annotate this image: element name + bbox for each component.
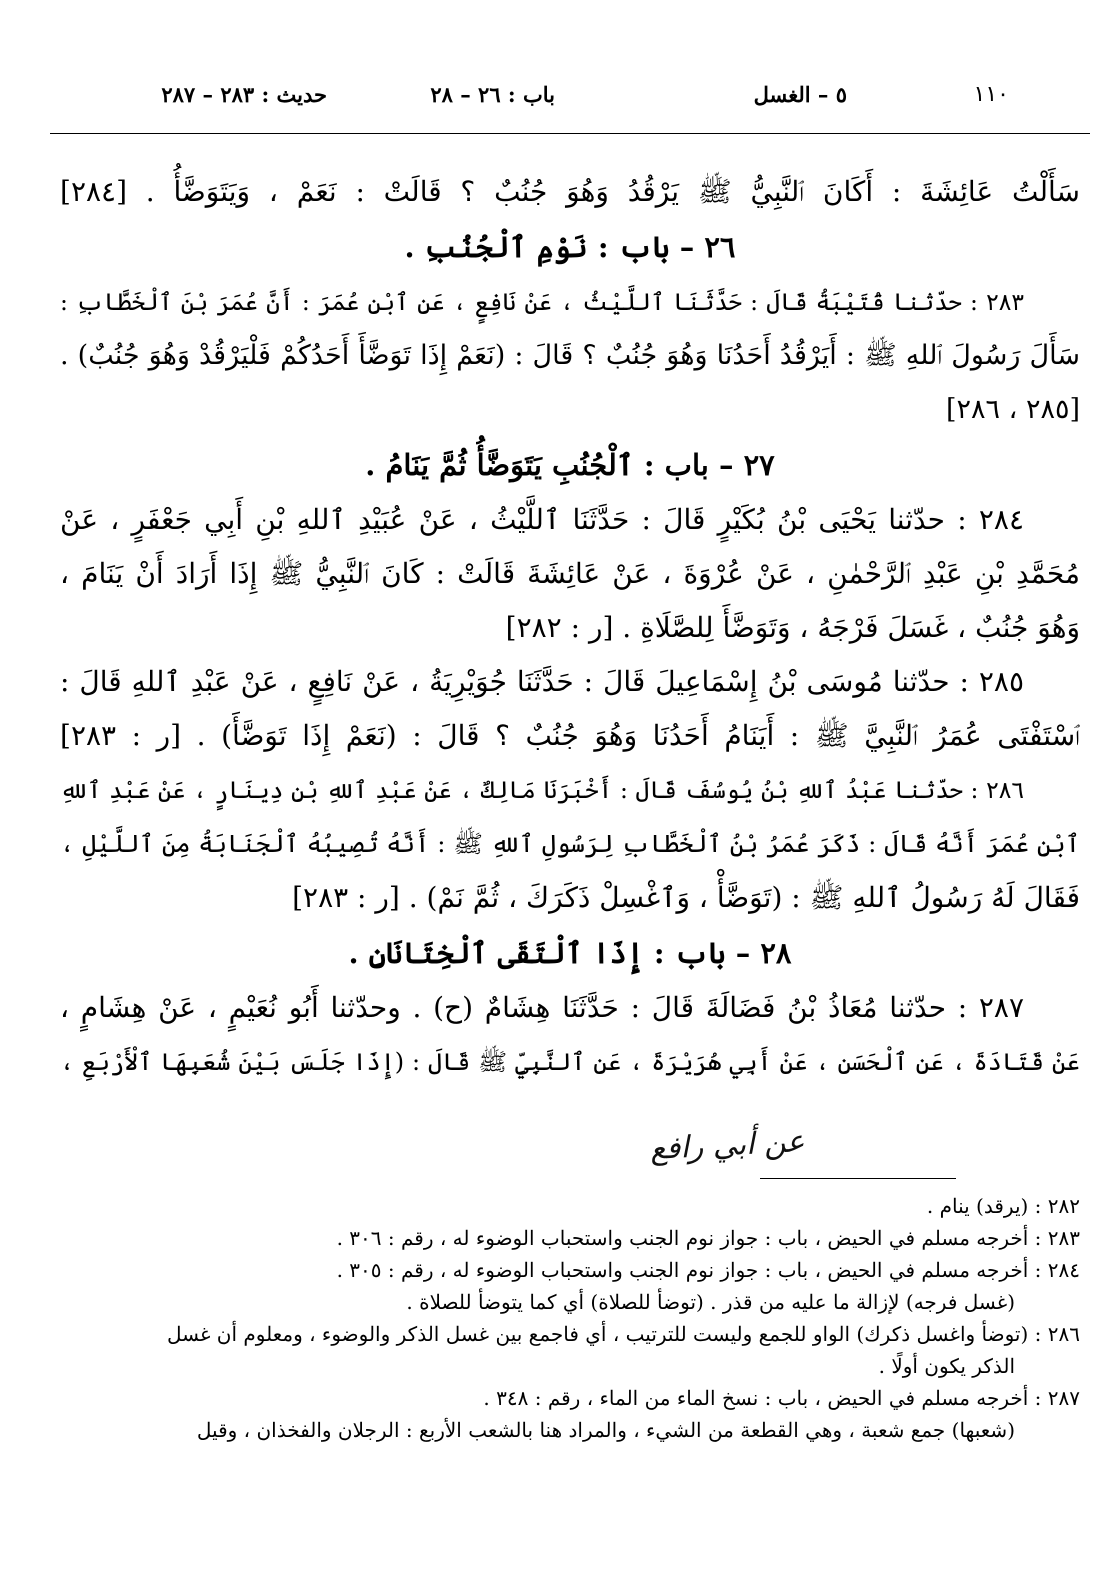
chapter-heading-28: ٢٨ – باب : إِذَا ٱلْتَقَى ٱلْخِتَانَانِ . xyxy=(348,936,792,970)
hadith-286-line: ٢٨٦ : حدّثنا عَبْدُ ٱللهِ بْنُ يُوسُفَ قَالَ : أَخْبَرَنَا مَالِكٌ ، عَنْ عَبْدِ ٱللهِ بْنِ دِينَارٍ ، عَنْ عَبْدِ ٱللهِ xyxy=(60,776,1024,804)
footnote-284: ٢٨٤ : أخرجه مسلم في الحيض ، باب : جواز نوم الجنب واستحباب الوضوء له ، رقم : ٣٠٥ . xyxy=(336,1258,1080,1282)
hadith-283-ref: [٢٨٥ ، ٢٨٦] xyxy=(945,394,1080,425)
handwritten-note: عن أبي رافع xyxy=(649,1123,806,1168)
footnote-divider xyxy=(760,1178,956,1179)
page-number: ١١٠ xyxy=(973,82,1009,107)
hadith-287-line: عَنْ قَتَادَةَ ، عَنِ ٱلْحَسَنِ ، عَنْ أَبِي هُرَيْرَةَ ، عَنِ ٱلنَّبِيِّ ﷺ قَالَ : (إِذَا جَلَسَ بَيْنَ شُعَبِهَا ٱلْأَرْبَعِ ، xyxy=(60,1048,1080,1076)
footnote-284-note: (غسل فرجه) لإزالة ما عليه من قذر . (توضأ للصلاة) أي كما يتوضأ للصلاة . xyxy=(406,1290,1015,1314)
footnote-287-note: (شعبها) جمع شعبة ، وهي القطعة من الشيء ، والمراد هنا بالشعب الأربع : الرجلان والفخذان ، وقيل xyxy=(196,1418,1015,1442)
book-title: ٥ – الغسل xyxy=(753,82,847,107)
hadith-283-line: ٢٨٣ : حدّثنا قُتَيْبَةُ قَالَ : حَدَّثَنَا ٱللَّيْثُ ، عَنْ نَافِعٍ ، عَنِ ٱبْنِ عُمَرَ : أَنَّ عُمَرَ بْنَ ٱلْخَطَّابِ : xyxy=(60,288,1024,316)
hadith-284-line: مُحَمَّدِ بْنِ عَبْدِ ٱلرَّحْمٰنِ ، عَنْ عُرْوَةَ ، عَنْ عَائِشَةَ قَالَتْ : كَانَ ٱلنَّبِيُّ ﷺ إِذَا أَرَادَ أَنْ يَنَامَ ، xyxy=(60,557,1080,590)
text-line: سَأَلْتُ عَائِشَةَ : أَكَانَ ٱلنَّبِيُّ ﷺ يَرْقُدُ وَهُوَ جُنُبٌ ؟ قَالَتْ : نَعَمْ ، وَيَتَوَضَّأُ . [٢٨٤] xyxy=(60,175,1080,208)
hadith-range: حديث : ٢٨٣ – ٢٨٧ xyxy=(161,82,327,107)
main-text xyxy=(60,165,1080,1089)
hadith-286-line: فَقَالَ لَهُ رَسُولُ ٱللهِ ﷺ : (تَوَضَّأْ ، وَٱغْسِلْ ذَكَرَكَ ، ثُمَّ نَمْ) . [ر : ٢٨٣] xyxy=(292,881,1080,914)
bab-range: باب : ٢٦ – ٢٨ xyxy=(430,82,555,107)
footnote-283: ٢٨٣ : أخرجه مسلم في الحيض ، باب : جواز نوم الجنب واستحباب الوضوء له ، رقم : ٣٠٦ . xyxy=(336,1226,1080,1250)
hadith-283-line: سَأَلَ رَسُولَ ٱللهِ ﷺ : أَيَرْقُدُ أَحَدُنَا وَهُوَ جُنُبٌ ؟ قَالَ : (نَعَمْ إِذَا تَوَضَّأَ أَحَدُكُمْ فَلْيَرْقُدْ وَهُوَ جُنُبٌ) . xyxy=(60,340,1080,371)
chapter-heading-27: ٢٧ – باب : ٱلْجُنُبِ يَتَوَضَّأُ ثُمَّ يَنَامُ . xyxy=(365,448,775,482)
running-header xyxy=(0,82,1115,122)
footnote-286-cont: الذكر يكون أولًا . xyxy=(878,1354,1015,1378)
hadith-285-line: ٱسْتَفْتَى عُمَرُ ٱلنَّبِيَّ ﷺ : أَيَنَامُ أَحَدُنَا وَهُوَ جُنُبٌ ؟ قَالَ : (نَعَمْ إِذَا تَوَضَّأَ) . [ر : ٢٨٣] xyxy=(60,719,1080,752)
hadith-286-line: ٱبْنِ عُمَرَ أَنَّهُ قَالَ : ذَكَرَ عُمَرُ بْنُ ٱلْخَطَّابِ لِرَسُولِ ٱللهِ ﷺ : أَنَّهُ تُصِيبُهُ ٱلْجَنَابَةُ مِنَ ٱللَّيْلِ ، xyxy=(60,829,1080,858)
footnote-287: ٢٨٧ : أخرجه مسلم في الحيض ، باب : نسخ الماء من الماء ، رقم : ٣٤٨ . xyxy=(483,1386,1080,1410)
header-divider xyxy=(50,133,1090,134)
hadith-284-line: ٢٨٤ : حدّثنا يَحْيَى بْنُ بُكَيْرٍ قَالَ : حَدَّثَنَا ٱللَّيْثُ ، عَنْ عُبَيْدِ ٱللهِ بْنِ أَبِي جَعْفَرٍ ، عَنْ xyxy=(60,503,1024,536)
chapter-heading-26: ٢٦ – باب : نَوْمِ ٱلْجُنُبِ . xyxy=(404,230,736,264)
hadith-285-line: ٢٨٥ : حدّثنا مُوسَى بْنُ إِسْمَاعِيلَ قَالَ : حَدَّثَنَا جُوَيْرِيَةُ ، عَنْ نَافِعٍ ، عَنْ عَبْدِ ٱللهِ قَالَ : xyxy=(60,665,1024,698)
footnote-282: ٢٨٢ : (يرقد) ينام . xyxy=(926,1194,1080,1218)
footnotes xyxy=(60,1190,1080,1446)
footnote-286: ٢٨٦ : (توضأ واغسل ذكرك) الواو للجمع وليست للترتيب ، أي فاجمع بين غسل الذكر والوضوء ، ومعلوم أن غسل xyxy=(166,1322,1080,1346)
hadith-287-line: ٢٨٧ : حدّثنا مُعَاذُ بْنُ فَضَالَةَ قَالَ : حَدَّثَنَا هِشَامٌ (ح) . وحدّثنا أَبُو نُعَيْمٍ ، عَنْ هِشَامٍ ، xyxy=(60,991,1024,1024)
hadith-284-line: وَهُوَ جُنُبٌ ، غَسَلَ فَرْجَهُ ، وَتَوَضَّأَ لِلصَّلَاةِ . [ر : ٢٨٢] xyxy=(505,611,1080,644)
